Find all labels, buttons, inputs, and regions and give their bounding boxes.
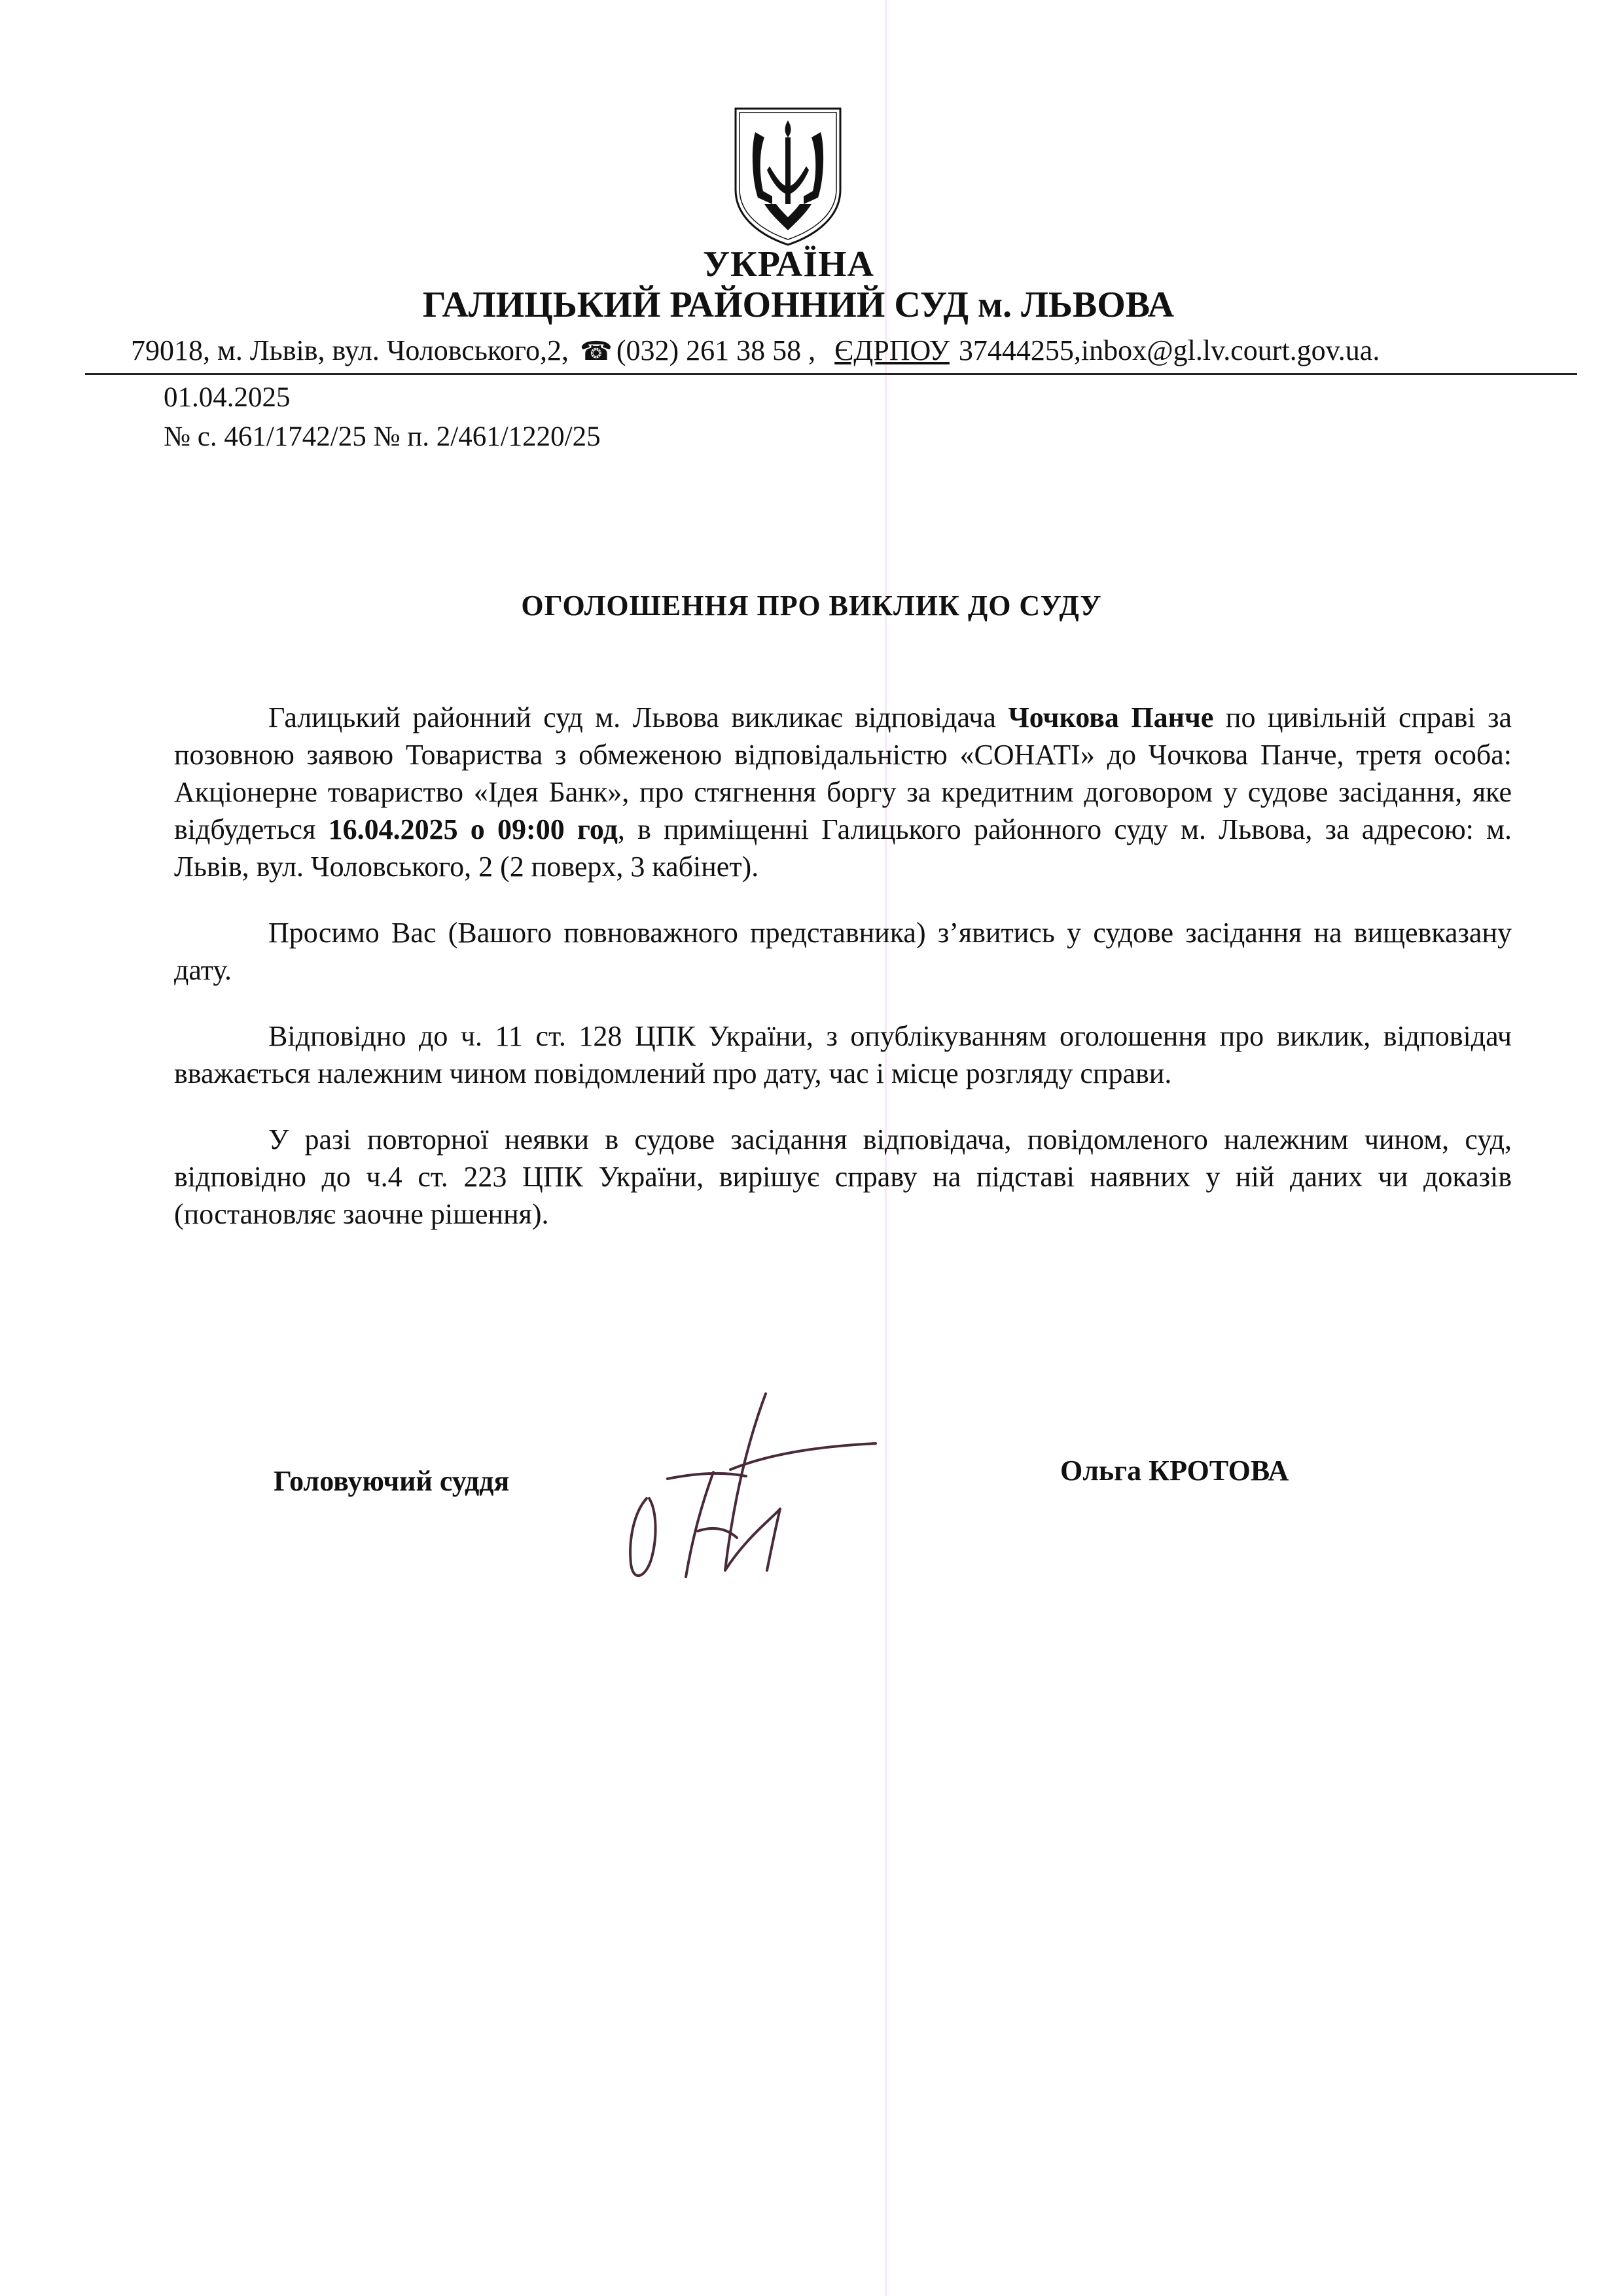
court-name-heading: ГАЛИЦЬКИЙ РАЙОННИЙ СУД м. ЛЬВОВА [422,285,1175,325]
court-contacts [131,334,1571,367]
court-address: 79018, м. Львів, вул. Чоловського,2, [131,334,569,366]
hearing-datetime: 16.04.2025 о 09:00 год [328,813,618,845]
coat-of-arms-emblem [732,106,844,247]
document-body [174,699,1512,1262]
header-divider [85,373,1577,375]
signer-name: Ольга КРОТОВА [1060,1455,1289,1487]
document-meta [164,378,601,457]
paragraph-request: Просимо Вас (Вашого повноважного представника) з’явитись у судове засідання на вищевказану дату. [174,917,1512,986]
case-numbers: № с. 461/1742/25 № п. 2/461/1220/25 [164,421,601,452]
paragraph-summons-part-1: Галицький районний суд м. Львова викликає відповідача [268,701,1008,733]
document-title: ОГОЛОШЕННЯ ПРО ВИКЛИК ДО СУДУ [521,590,1102,622]
edrpou-and-email: 37444255,inbox@gl.lv.court.gov.ua. [958,334,1380,366]
defendant-name: Чочкова Панче [1008,701,1214,733]
paragraph-summons [174,699,1512,885]
phone-icon: ☎ [580,336,613,366]
paragraph-default-judgment: У разі повторної неявки в судове засідання відповідача, повідомленого належним чином, суд, відповідно до ч.4 ст. 223 ЦПК України, вирішує справу на підставі наявних у ній даних чи доказів (постановляє заочне рішення). [174,1123,1512,1230]
paragraph-notice: Відповідно до ч. 11 ст. 128 ЦПК України, з опублікуванням оголошення про виклик, відповідач вважається належним чином повідомлений про дату, час і місце розгляду справи. [174,1020,1512,1089]
court-phone: (032) 261 38 58 , [616,334,816,366]
document-date: 01.04.2025 [164,382,291,413]
paragraph-summons-part-3: , в приміщенні Галицького районного суду м. Львова, за адресою: м. Львів, вул. Чоловського, 2 (2 поверх, 3 кабінет). [174,813,1512,883]
edrpou-label: ЄДРПОУ [834,334,950,366]
trident-icon [732,106,844,247]
handwritten-signature [615,1374,942,1597]
signer-role: Головуючий суддя [274,1465,510,1497]
paragraph-summons-part-2: по цивільній справі за позовною заявою Товариства з обмеженою відповідальністю «СОНАТІ» до Чочкова Панче, третя особа: Акціонерне товариство «Ідея Банк», про стягнення боргу за кредитним договором у судове засідання, яке відбудеться [174,701,1512,845]
country-heading: УКРАЇНА [703,244,874,285]
